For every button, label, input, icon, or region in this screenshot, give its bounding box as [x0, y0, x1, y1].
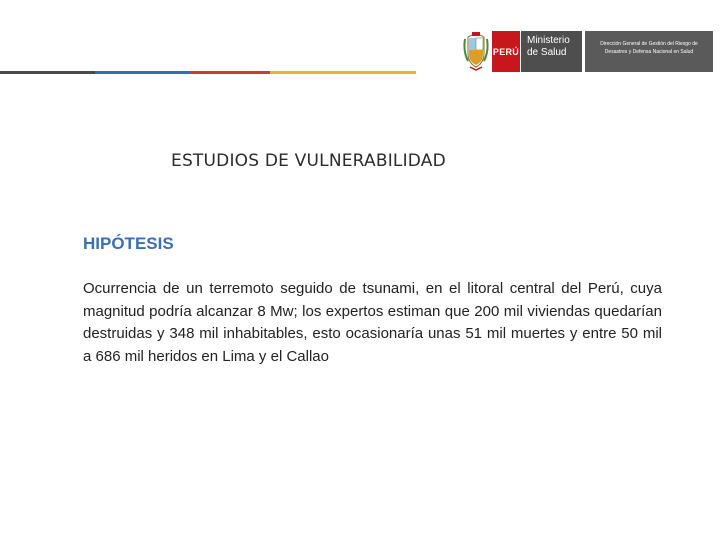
peru-label: PERÚ — [492, 31, 520, 72]
header-strip-segment — [95, 71, 190, 74]
ministry-label — [520, 31, 582, 72]
ministry-line-2: de Salud — [527, 47, 567, 58]
header-strip-segment — [0, 71, 95, 74]
header-strip-segment — [190, 71, 270, 74]
header-strip-segment — [270, 71, 416, 74]
ministry-logo — [462, 31, 714, 72]
body-paragraph: Ocurrencia de un terremoto seguido de tsunami, en el litoral central del Perú, cuya magnitud podría alcanzar 8 Mw; los expertos estiman que 200 mil viviendas quedarían destruidas y 348 mil inhabitables, esto ocasionaría unas 51 mil muertes y entre 50 mil a 686 mil heridos en Lima y el Callao — [83, 280, 662, 365]
section-heading: HIPÓTESIS — [83, 234, 174, 253]
direction-label: Dirección General de Gestión del Riesgo de Desastres y Defensa Nacional en Salud — [585, 31, 713, 72]
coat-of-arms-icon — [462, 31, 490, 71]
ministry-line-1: Ministerio — [527, 35, 570, 46]
slide-title: ESTUDIOS DE VULNERABILIDAD — [171, 151, 446, 171]
